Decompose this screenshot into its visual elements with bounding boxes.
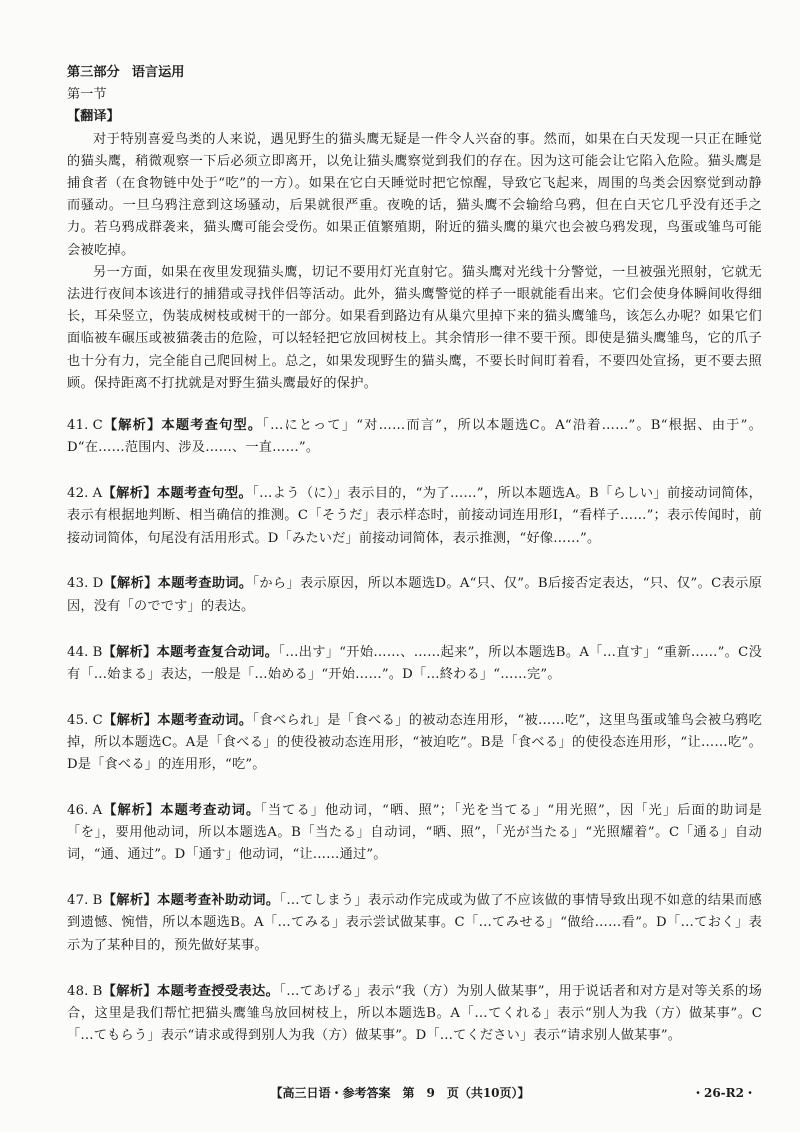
item-text: 「…にとって」“对……而言”，所以本题选C。A“沿着……”。B“根据、由于”。D“在……范围内、涉及……、一直……”。 (67, 418, 762, 456)
page-content (67, 62, 762, 1071)
translation-tag: 【翻译】 (67, 109, 120, 125)
item-answer: C (92, 712, 103, 728)
answer-item (67, 483, 762, 550)
item-head: 【解析】本题考查补助动词。 (102, 893, 280, 909)
item-head: 【解析】本题考查句型。 (102, 486, 253, 502)
item-text: 「…てあげる」表示“我（方）为别人做某事”，用于说话者和对方是对等关系的场合，这里是我们帮忙把猫头鹰雏鸟放回树枝上，所以本题选B。A「…てくれる」表示“别人为我（方）做某事”。C「…てもらう」表示“请求或得到别人为我（方）做某事”。D「…てください」表示“请求别人做某事”。 (67, 983, 762, 1043)
item-answer: A (92, 486, 103, 502)
item-head: 【解析】本题考查动词。 (102, 802, 261, 818)
item-head: 【解析】本题考查句型。 (102, 418, 263, 434)
translation-paragraph: 另一方面，如果在夜里发现猫头鹰，切记不要用灯光直射它。猫头鹰对光线十分警觉，一旦被强光照射，它就无法进行夜间本该进行的捕猎或寻找伴侣等活动。此外，猫头鹰警觉的样子一眼就能看出来。它们会使身体瞬间收得细长，耳朵竖立，伪装成树枝或树干的一部分。如果看到路边有从巢穴里掉下来的猫头鹰雏鸟，该怎么办呢？如果它们面临被车碾压或被猫袭击的危险，可以轻轻把它放回树枝上。其余情形一律不要干预。即使是猫头鹰雏鸟，它的爪子也十分有力，完全能自己爬回树上。总之，如果发现野生的猫头鹰，不要长时间盯着看，不要四处宣扬，更不要去照顾。保持距离不打扰就是对野生猫头鹰最好的保护。 (67, 264, 762, 391)
item-head: 【解析】本题考查动词。 (102, 712, 253, 728)
answer-item (67, 573, 762, 617)
item-number: 42. (67, 486, 89, 502)
item-text: 「当てる」他动词，“晒、照”；「光を当てる」“用光照”，因「光」后面的助词是「を」，要用他动词，所以本题选A。B「当たる」自动词，“晒、照”，「光が当たる」“光照耀着”。C「通る」自动词，“通、通过”。D「通す」他动词，“让……通过”。 (67, 802, 762, 863)
item-number: 45. (67, 712, 89, 728)
item-head: 【解析】本题考查授受表达。 (102, 983, 280, 999)
item-number: 48. (67, 983, 89, 999)
answer-item (67, 415, 762, 459)
item-number: 43. (67, 576, 89, 592)
item-answer: C (92, 418, 103, 434)
section-heading (67, 62, 762, 84)
answer-item (67, 981, 762, 1048)
answer-item (67, 642, 762, 686)
answer-item (67, 710, 762, 777)
answer-item (67, 890, 762, 957)
answer-list (67, 415, 762, 1047)
item-number: 41. (67, 418, 89, 434)
translation-paragraph: 对于特别喜爱鸟类的人来说，遇见野生的猫头鹰无疑是一件令人兴奋的事。然而，如果在白天发现一只正在睡觉的猫头鹰，稍微观察一下后必须立即离开，以免让猫头鹰察觉到我们的存在。因为这可能会让它陷入危险。猫头鹰是捕食者（在食物链中处于“吃”的一方）。如果在它白天睡觉时把它惊醒，导致它飞起来，周围的鸟类会因察觉到动静而骚动。一旦乌鸦注意到这场骚动，后果就很严重。夜晚的话，猫头鹰不会输给乌鸦，但在白天它几乎没有还手之力。若乌鸦成群袭来，猫头鹰可能会受伤。如果正值繁殖期，附近的猫头鹰的巢穴也会被乌鸦发现，鸟蛋或雏鸟可能会被吃掉。 (67, 131, 762, 258)
item-text: 「…出す」“开始……、……起来”，所以本题选B。A「…直す」“重新……”。C没有「…始まる」表达，一般是「…始める」“开始……”。D「…終わる」“……完”。 (67, 644, 762, 682)
item-answer: B (92, 644, 103, 660)
item-answer: A (92, 802, 103, 818)
item-text: 「食べられ」是「食べる」的被动态连用形，“被……吃”，这里鸟蛋或雏鸟会被乌鸦吃掉，所以本题选C。A是「食べる」的使役被动态连用形，“被迫吃”。B是「食べる」的使役态连用形，“让……吃”。D是「食べる」的连用形，“吃”。 (67, 712, 762, 773)
section-title: 语言运用 (131, 65, 185, 80)
page-footer (0, 1082, 800, 1104)
item-head: 【解析】本题考查复合动词。 (102, 644, 279, 660)
footer-code: ・26-R2・ (691, 1086, 756, 1100)
item-number: 46. (67, 802, 89, 818)
section-part: 第三部分 (67, 65, 120, 80)
subsection-label: 第一节 (67, 87, 107, 103)
item-number: 47. (67, 893, 89, 909)
item-answer: B (92, 893, 103, 909)
item-text: 「から」表示原因，所以本题选D。A“只、仅”。B后接否定表达，“只、仅”。C表示原因，没有「のでです」的表达。 (67, 576, 762, 614)
item-text: 「…てしまう」表示动作完成或为做了不应该做的事情导致出现不如意的结果而感到遗憾、惋惜，所以本题选B。A「…てみる」表示尝试做某事。C「…てみせる」“做给……看”。D「…ておく」表示为了某种目的，预先做好某事。 (67, 893, 762, 953)
item-number: 44. (67, 644, 89, 660)
answer-item (67, 800, 762, 867)
footer-page-info: 【高三日语・参考答案 第 9 页（共10页）】 (270, 1086, 530, 1100)
item-answer: D (92, 576, 104, 592)
item-head: 【解析】本题考查助词。 (103, 576, 253, 592)
item-answer: B (92, 983, 103, 999)
item-text: 「…よう（に）」表示目的，“为了……”，所以本题选A。B「らしい」前接动词简体，表示有根据地判断、相当确信的推测。C「そうだ」表示样态时，前接动词连用形Ⅰ，“看样子……”；表示传闻时，前接动词简体，句尾没有活用形式。D「みたいだ」前接动词简体，表示推测，“好像……”。 (67, 486, 763, 546)
